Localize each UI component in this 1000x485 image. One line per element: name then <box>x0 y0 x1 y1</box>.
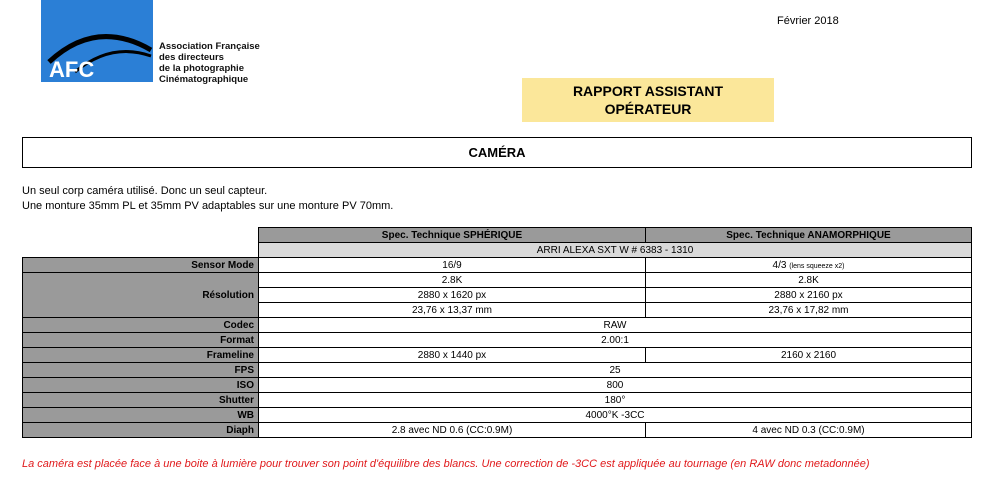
table-row <box>23 408 972 423</box>
value-anamorphic: 4 avec ND 0.3 (CC:0.9M) <box>646 423 972 438</box>
row-label: FPS <box>23 363 259 378</box>
value-spherical: 2.8K <box>259 273 646 288</box>
sensor-mode-anamorphic: 4/3 <box>772 259 787 271</box>
table-row <box>23 363 972 378</box>
value-shared: 25 <box>259 363 972 378</box>
row-label: WB <box>23 408 259 423</box>
table-row <box>23 318 972 333</box>
report-title <box>522 78 774 122</box>
logo-line: Cinématographique <box>159 74 249 85</box>
value-spherical: 2.8 avec ND 0.6 (CC:0.9M) <box>259 423 646 438</box>
table-header-row <box>23 228 972 243</box>
header-anamorphic: Spec. Technique ANAMORPHIQUE <box>646 228 972 243</box>
row-label: Sensor Mode <box>23 258 259 273</box>
logo-letters: AFC <box>49 57 95 82</box>
value-spherical: 2880 x 1440 px <box>259 348 646 363</box>
table-row <box>23 378 972 393</box>
camera-model: ARRI ALEXA SXT W # 6383 - 1310 <box>259 243 972 258</box>
value-anamorphic: 2.8K <box>646 273 972 288</box>
value-spherical: 2880 x 1620 px <box>259 288 646 303</box>
empty-cell <box>23 243 259 258</box>
value-shared: 2.00:1 <box>259 333 972 348</box>
value-shared: 180° <box>259 393 972 408</box>
camera-row <box>23 243 972 258</box>
section-title: CAMÉRA <box>22 137 972 168</box>
empty-cell <box>23 228 259 243</box>
afc-logo <box>41 0 259 86</box>
row-label: ISO <box>23 378 259 393</box>
camera-specs-table <box>22 227 972 438</box>
logo-line: Association Française <box>159 41 260 52</box>
table-row <box>23 258 972 273</box>
logo-eye-icon <box>41 0 153 82</box>
table-row <box>23 393 972 408</box>
date: Février 2018 <box>777 15 839 27</box>
logo-line: de la photographie <box>159 63 244 74</box>
value-anamorphic: 2160 x 2160 <box>646 348 972 363</box>
row-label: Shutter <box>23 393 259 408</box>
intro-line: Un seul corp caméra utilisé. Donc un seul capteur. <box>22 185 268 197</box>
value-shared: RAW <box>259 318 972 333</box>
value-anamorphic: 23,76 x 17,82 mm <box>646 303 972 318</box>
header-spherical: Spec. Technique SPHÉRIQUE <box>259 228 646 243</box>
value-shared: 800 <box>259 378 972 393</box>
value-anamorphic: 2880 x 2160 px <box>646 288 972 303</box>
table-row <box>23 348 972 363</box>
table-row <box>23 273 972 288</box>
value-spherical: 23,76 x 13,37 mm <box>259 303 646 318</box>
logo-line: des directeurs <box>159 52 224 63</box>
report-title-line: RAPPORT ASSISTANT <box>572 83 724 99</box>
value-anamorphic <box>646 258 972 273</box>
table-row <box>23 333 972 348</box>
report-title-line: OPÉRATEUR <box>604 101 692 117</box>
footnote: La caméra est placée face à une boite à lumière pour trouver son point d'équilibre des blancs. Une correction de -3CC est appliquée au tournage (en RAW donc metadonnée) <box>22 458 870 470</box>
row-label: Résolution <box>23 273 259 318</box>
table-row <box>23 423 972 438</box>
intro-text <box>22 184 393 214</box>
row-label: Frameline <box>23 348 259 363</box>
intro-line: Une monture 35mm PL et 35mm PV adaptables sur une monture PV 70mm. <box>22 200 394 212</box>
value-spherical: 16/9 <box>259 258 646 273</box>
row-label: Diaph <box>23 423 259 438</box>
row-label: Format <box>23 333 259 348</box>
logo-text <box>159 41 260 85</box>
value-shared: 4000°K -3CC <box>259 408 972 423</box>
lens-squeeze-note: (lens squeeze x2) <box>789 262 845 270</box>
row-label: Codec <box>23 318 259 333</box>
